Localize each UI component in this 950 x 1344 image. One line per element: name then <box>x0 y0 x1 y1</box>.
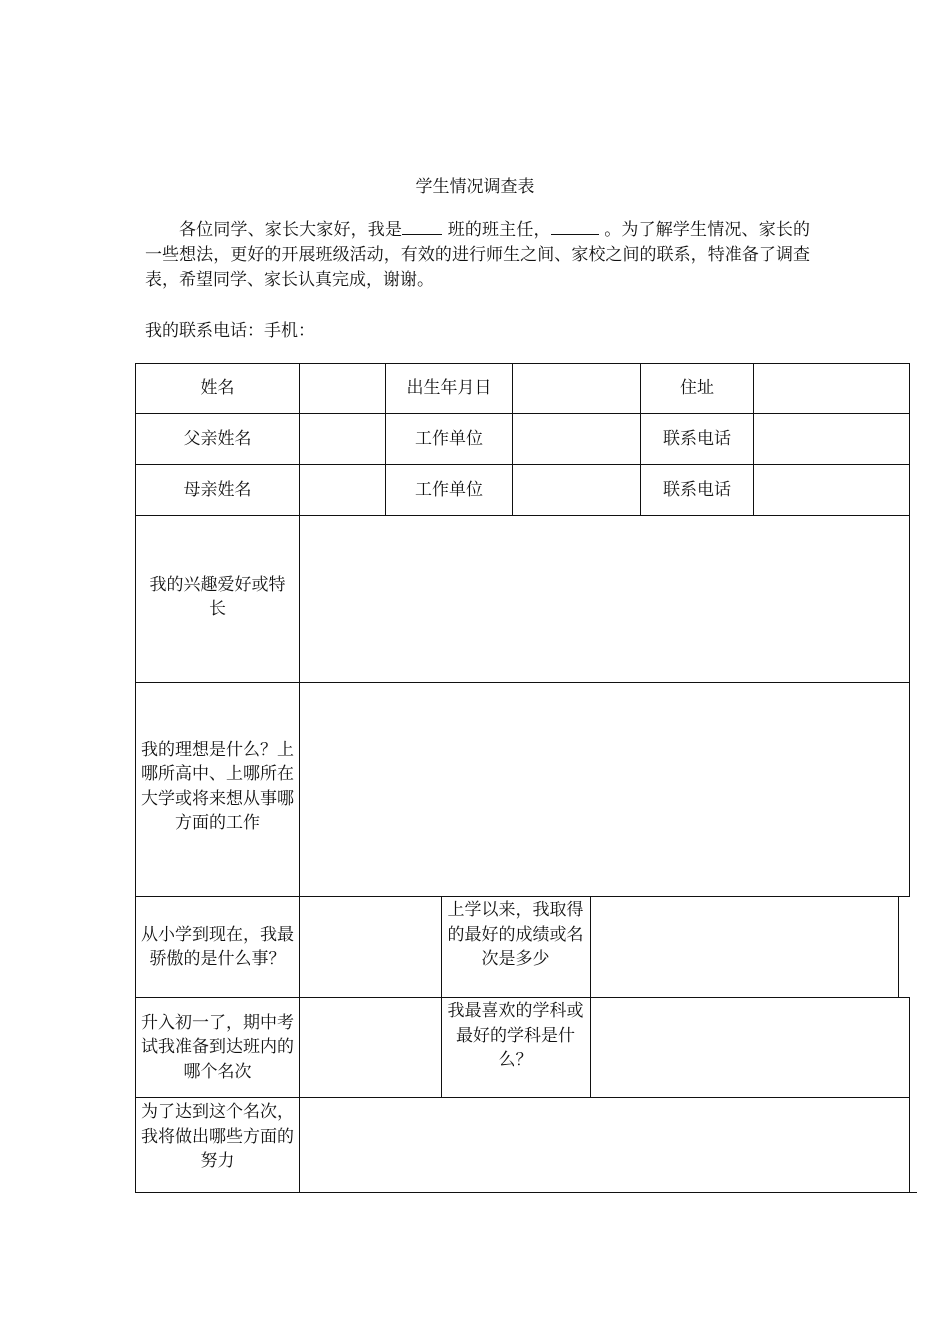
proud-label: 从小学到现在，我最骄傲的是什么事？ <box>141 924 294 969</box>
intro-text-1: 各位同学、家长大家好，我是 <box>179 220 403 240</box>
father-phone-label: 联系电话 <box>663 428 731 449</box>
name-label: 姓名 <box>200 378 235 399</box>
effort-field[interactable] <box>300 1098 909 1192</box>
birth-field[interactable] <box>513 364 640 413</box>
proud-field[interactable] <box>300 897 441 997</box>
favorite-subject-field[interactable] <box>591 998 909 1097</box>
midterm-goal-field[interactable] <box>300 998 441 1097</box>
address-field[interactable] <box>754 364 909 413</box>
hobby-label: 我的兴趣爱好或特长 <box>149 574 286 619</box>
father-work-label: 工作单位 <box>415 428 483 449</box>
intro-paragraph <box>145 216 810 293</box>
mother-work-label: 工作单位 <box>415 479 483 500</box>
teacher-name-blank <box>551 216 599 235</box>
best-result-label: 上学以来，我取得的最好的成绩或名次是多少 <box>447 900 584 969</box>
father-name-field[interactable] <box>300 414 385 464</box>
father-work-field[interactable] <box>513 414 640 464</box>
ideal-label: 我的理想是什么？上哪所高中、上哪所在大学或将来想从事哪方面的工作 <box>141 739 294 833</box>
mother-phone-field[interactable] <box>754 465 909 515</box>
hobby-field[interactable] <box>300 516 909 682</box>
name-field[interactable] <box>300 364 385 413</box>
col-divider <box>441 896 442 1097</box>
intro-text-3: 。为了解学生情况、家长的一些想法，更好的开展班级活动，有效的进行师生之间、家校之间的联系，特准备了调查表，希望同学、家长认真完成，谢谢。 <box>145 220 811 290</box>
midterm-goal-label: 升入初一了，期中考试我准备到达班内的哪个名次 <box>141 1012 294 1082</box>
table-border-bottom <box>135 1192 917 1193</box>
col-divider <box>898 896 899 997</box>
table-border-right <box>909 997 910 1193</box>
intro-text-2: 班的班主任， <box>447 220 551 240</box>
page-title: 学生情况调查表 <box>415 177 535 197</box>
address-label: 住址 <box>680 378 714 399</box>
father-phone-field[interactable] <box>754 414 909 464</box>
ideal-field[interactable] <box>300 683 909 896</box>
mother-name-label: 母亲姓名 <box>183 479 252 500</box>
teacher-class-blank <box>402 216 442 235</box>
contact-line: 我的联系电话：手机： <box>145 321 315 341</box>
mother-phone-label: 联系电话 <box>663 479 731 500</box>
mother-work-field[interactable] <box>513 465 640 515</box>
birth-label: 出生年月日 <box>406 378 492 399</box>
favorite-subject-label: 我最喜欢的学科或最好的学科是什么？ <box>447 1001 584 1070</box>
father-name-label: 父亲姓名 <box>183 428 252 449</box>
table-border-right <box>909 363 910 897</box>
effort-label: 为了达到这个名次，我将做出哪些方面的努力 <box>141 1102 294 1171</box>
best-result-field[interactable] <box>591 897 898 997</box>
mother-name-field[interactable] <box>300 465 385 515</box>
